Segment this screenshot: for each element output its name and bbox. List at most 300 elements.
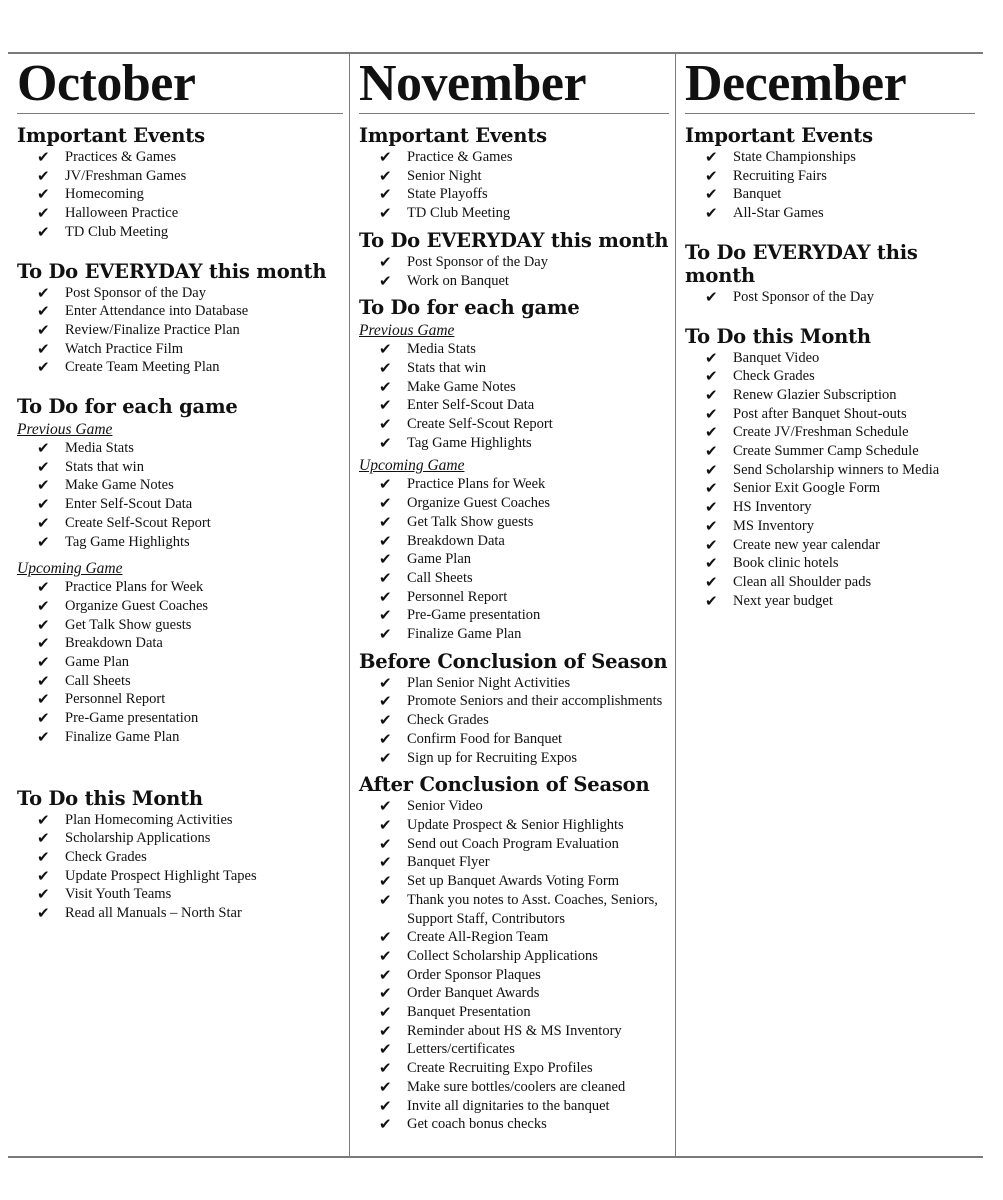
check-icon: ✔: [379, 494, 392, 513]
checklist-item-label: Next year budget: [733, 592, 833, 609]
check-icon: ✔: [705, 348, 718, 367]
check-icon: ✔: [379, 1096, 392, 1115]
checklist-item-label: Plan Senior Night Activities: [407, 674, 571, 691]
checklist-item: [359, 1078, 669, 1097]
check-icon: ✔: [379, 748, 392, 767]
check-icon: ✔: [705, 572, 718, 591]
check-icon: ✔: [37, 653, 50, 672]
checklist-item-label: Breakdown Data: [407, 532, 505, 549]
check-icon: ✔: [379, 797, 392, 816]
checklist: [359, 674, 669, 768]
check-icon: ✔: [705, 554, 718, 573]
checklist-item-label: Get coach bonus checks: [407, 1116, 547, 1133]
checklist-item-label: JV/Freshman Games: [65, 167, 187, 184]
checklist-item-label: Read all Manuals – North Star: [65, 905, 242, 922]
upcoming-game-label: Upcoming Game: [359, 457, 465, 475]
check-icon: ✔: [705, 166, 718, 185]
checklist: [359, 253, 669, 290]
checklist-item: [685, 554, 975, 573]
check-icon: ✔: [37, 476, 50, 495]
check-icon: ✔: [37, 495, 50, 514]
check-icon: ✔: [37, 222, 50, 241]
october-column: [17, 55, 343, 923]
checklist-item: [359, 167, 669, 186]
checklist-item: [359, 853, 669, 872]
checklist-item-label: Order Banquet Awards: [407, 985, 540, 1002]
check-icon: ✔: [37, 148, 50, 166]
check-icon: ✔: [705, 185, 718, 204]
checklist-item-label: Practice Plans for Week: [407, 476, 546, 493]
checklist-item: [17, 829, 343, 848]
checklist-item: [17, 148, 343, 167]
october-important-events: [17, 124, 343, 242]
checklist-item: [359, 891, 669, 928]
check-icon: ✔: [37, 727, 50, 746]
check-icon: ✔: [705, 404, 718, 423]
check-icon: ✔: [37, 904, 50, 923]
checklist-item-label: Thank you notes to Asst. Coaches, Seniors, Support Staff, Contributors: [407, 891, 658, 927]
checklist-item-label: HS Inventory: [733, 499, 812, 516]
checklist-item-label: Personnel Report: [407, 588, 508, 605]
checklist-item: [359, 928, 669, 947]
check-icon: ✔: [379, 340, 392, 359]
check-icon: ✔: [37, 829, 50, 848]
checklist-item: [17, 185, 343, 204]
check-icon: ✔: [379, 625, 392, 644]
checklist-item: [17, 533, 343, 552]
checklist-item-label: Organize Guest Coaches: [65, 597, 209, 614]
december-important-events: [685, 124, 975, 223]
check-icon: ✔: [37, 810, 50, 829]
checklist-item: [685, 204, 975, 223]
checklist-item-label: Finalize Game Plan: [65, 728, 180, 745]
checklist-item: [17, 672, 343, 691]
checklist-item-label: Enter Self-Scout Data: [407, 397, 535, 414]
check-icon: ✔: [705, 442, 718, 461]
check-icon: ✔: [705, 423, 718, 442]
check-icon: ✔: [705, 479, 718, 498]
checklist-item: [359, 947, 669, 966]
previous-game-label: Previous Game: [359, 322, 455, 340]
checklist-item-label: Update Prospect & Senior Highlights: [407, 816, 624, 833]
check-icon: ✔: [37, 166, 50, 185]
check-icon: ✔: [705, 591, 718, 610]
check-icon: ✔: [37, 596, 50, 615]
check-icon: ✔: [705, 498, 718, 517]
check-icon: ✔: [37, 671, 50, 690]
checklist-item: [685, 461, 975, 480]
checklist-item-label: Make sure bottles/coolers are cleaned: [407, 1078, 626, 1095]
check-icon: ✔: [37, 866, 50, 885]
month-title-november: November: [359, 58, 669, 114]
checklist-item-label: Enter Attendance into Database: [65, 303, 249, 320]
checklist: [17, 578, 343, 746]
checklist: [359, 340, 669, 452]
checklist-item: [685, 517, 975, 536]
check-icon: ✔: [379, 1077, 392, 1096]
checklist-item: [359, 434, 669, 453]
checklist-item: [359, 606, 669, 625]
checklist-item: [359, 359, 669, 378]
checklist-item-label: Create Recruiting Expo Profiles: [407, 1060, 593, 1077]
november-before-conclusion: [359, 650, 669, 768]
check-icon: ✔: [37, 320, 50, 339]
checklist: [17, 284, 343, 378]
checklist-item-label: Get Talk Show guests: [65, 616, 192, 633]
checklist-item: [17, 340, 343, 359]
checklist-item: [17, 653, 343, 672]
section-title: To Do EVERYDAY this month: [685, 240, 918, 287]
checklist: [17, 148, 343, 242]
section-title: To Do EVERYDAY this month: [17, 259, 327, 283]
checklist-item: [17, 709, 343, 728]
checklist-item-label: Renew Glazier Subscription: [733, 386, 897, 403]
checklist-item: [359, 272, 669, 291]
checklist-item: [359, 1040, 669, 1059]
checklist-item-label: Call Sheets: [65, 672, 131, 689]
checklist-item-label: Check Grades: [65, 848, 147, 865]
checklist-item-label: All-Star Games: [733, 205, 824, 222]
checklist-item-label: Stats that win: [65, 458, 144, 475]
checklist-item-label: Work on Banquet: [407, 272, 509, 289]
check-icon: ✔: [379, 475, 392, 494]
checklist-item-label: Breakdown Data: [65, 635, 163, 652]
checklist-item: [359, 1115, 669, 1134]
checklist-item: [17, 495, 343, 514]
checklist-item: [17, 578, 343, 597]
checklist-item: [359, 816, 669, 835]
checklist-item: [685, 386, 975, 405]
check-icon: ✔: [37, 358, 50, 377]
checklist-item: [359, 204, 669, 223]
check-icon: ✔: [379, 358, 392, 377]
month-title-december: December: [685, 58, 975, 114]
checklist-item: [359, 475, 669, 494]
checklist-item-label: Post Sponsor of the Day: [65, 284, 206, 301]
checklist: [17, 811, 343, 923]
checklist-item: [685, 349, 975, 368]
checklist-item: [359, 797, 669, 816]
check-icon: ✔: [379, 377, 392, 396]
checklist-item: [685, 405, 975, 424]
checklist-item: [359, 966, 669, 985]
checklist-item-label: Senior Exit Google Form: [733, 480, 881, 497]
checklist-item: [685, 442, 975, 461]
check-icon: ✔: [379, 1021, 392, 1040]
month-title-october: October: [17, 58, 343, 114]
check-icon: ✔: [379, 204, 392, 223]
check-icon: ✔: [379, 928, 392, 947]
checklist-item: [685, 498, 975, 517]
checklist: [359, 475, 669, 643]
october-each-game: [17, 395, 343, 747]
checklist-item: [359, 415, 669, 434]
checklist-item: [359, 340, 669, 359]
checklist-item: [359, 872, 669, 891]
check-icon: ✔: [37, 690, 50, 709]
checklist-item-label: Enter Self-Scout Data: [65, 496, 193, 513]
checklist-item-label: Personnel Report: [65, 691, 166, 708]
checklist-item-label: Invite all dignitaries to the banquet: [407, 1097, 610, 1114]
check-icon: ✔: [37, 709, 50, 728]
checklist-item-label: Create Team Meeting Plan: [65, 359, 220, 376]
section-title: To Do for each game: [17, 395, 238, 419]
check-icon: ✔: [379, 396, 392, 415]
check-icon: ✔: [37, 457, 50, 476]
checklist-item-label: Visit Youth Teams: [65, 886, 172, 903]
check-icon: ✔: [705, 460, 718, 479]
top-rule: [8, 52, 983, 54]
checklist-item: [359, 550, 669, 569]
checklist-item: [359, 1003, 669, 1022]
check-icon: ✔: [37, 847, 50, 866]
check-icon: ✔: [37, 532, 50, 551]
check-icon: ✔: [705, 535, 718, 554]
checklist-item-label: Finalize Game Plan: [407, 626, 522, 643]
check-icon: ✔: [705, 204, 718, 223]
checklist-item-label: Game Plan: [407, 551, 472, 568]
checklist-item: [359, 749, 669, 768]
column-divider-2: [675, 52, 676, 1157]
check-icon: ✔: [379, 1059, 392, 1078]
checklist-item-label: Halloween Practice: [65, 205, 179, 222]
check-icon: ✔: [705, 385, 718, 404]
checklist-item: [359, 1097, 669, 1116]
checklist-item-label: Call Sheets: [407, 569, 473, 586]
checklist-item: [685, 167, 975, 186]
november-each-game: [359, 296, 669, 644]
checklist-item: [359, 674, 669, 693]
check-icon: ✔: [379, 185, 392, 204]
check-icon: ✔: [379, 1003, 392, 1022]
december-everyday: [685, 241, 975, 307]
october-this-month: [17, 787, 343, 923]
checklist-item-label: Banquet Video: [733, 349, 820, 366]
check-icon: ✔: [379, 834, 392, 853]
november-important-events: [359, 124, 669, 223]
check-icon: ✔: [379, 568, 392, 587]
checklist-item-label: Pre-Game presentation: [407, 607, 541, 624]
checklist-item: [359, 835, 669, 854]
checklist: [685, 288, 975, 307]
section-title: To Do this Month: [17, 786, 203, 810]
check-icon: ✔: [379, 692, 392, 711]
checklist-item: [17, 811, 343, 830]
checklist-item-label: Plan Homecoming Activities: [65, 811, 233, 828]
checklist-item-label: Homecoming: [65, 186, 144, 203]
checklist-item-label: Create All-Region Team: [407, 929, 549, 946]
checklist-item-label: Create new year calendar: [733, 536, 880, 553]
checklist-item-label: Tag Game Highlights: [407, 434, 532, 451]
checklist-item: [359, 1059, 669, 1078]
checklist-item-label: Check Grades: [407, 712, 489, 729]
check-icon: ✔: [37, 885, 50, 904]
checklist-item: [685, 536, 975, 555]
check-icon: ✔: [37, 302, 50, 321]
checklist-item: [359, 692, 669, 711]
checklist-item-label: Organize Guest Coaches: [407, 495, 551, 512]
checklist-item: [17, 690, 343, 709]
check-icon: ✔: [705, 148, 718, 166]
checklist-item-label: State Playoffs: [407, 186, 488, 203]
checklist-item: [359, 984, 669, 1003]
checklist-item: [17, 321, 343, 340]
checklist-item-label: Check Grades: [733, 368, 815, 385]
checklist-item: [685, 367, 975, 386]
check-icon: ✔: [379, 711, 392, 730]
check-icon: ✔: [705, 516, 718, 535]
section-title: Important Events: [359, 124, 547, 147]
checklist-item-label: Sign up for Recruiting Expos: [407, 749, 577, 766]
check-icon: ✔: [379, 148, 392, 166]
checklist-item-label: Review/Finalize Practice Plan: [65, 321, 240, 338]
check-icon: ✔: [37, 339, 50, 358]
checklist-item: [359, 378, 669, 397]
checklist-item: [685, 288, 975, 307]
checklist-item: [359, 588, 669, 607]
checklist-item-label: Order Sponsor Plaques: [407, 966, 541, 983]
checklist-item-label: Watch Practice Film: [65, 340, 184, 357]
checklist-item-label: Send Scholarship winners to Media: [733, 461, 940, 478]
checklist: [685, 349, 975, 611]
checklist-item-label: Practices & Games: [65, 149, 177, 165]
checklist-item-label: Banquet Flyer: [407, 854, 490, 871]
checklist-item-label: Tag Game Highlights: [65, 533, 190, 550]
check-icon: ✔: [379, 606, 392, 625]
checklist-item: [685, 573, 975, 592]
checklist-item-label: Make Game Notes: [65, 477, 174, 494]
check-icon: ✔: [705, 367, 718, 386]
check-icon: ✔: [379, 415, 392, 434]
check-icon: ✔: [379, 965, 392, 984]
check-icon: ✔: [37, 185, 50, 204]
check-icon: ✔: [379, 1115, 392, 1134]
checklist-item: [359, 730, 669, 749]
checklist-item-label: Clean all Shoulder pads: [733, 573, 872, 590]
check-icon: ✔: [379, 984, 392, 1003]
checklist-item-label: Create Summer Camp Schedule: [733, 443, 919, 460]
checklist-item: [359, 532, 669, 551]
checklist-item-label: Recruiting Fairs: [733, 167, 827, 184]
checklist-item-label: Get Talk Show guests: [407, 513, 534, 530]
checklist-item-label: Create Self-Scout Report: [65, 514, 211, 531]
checklist-item-label: Scholarship Applications: [65, 830, 211, 847]
check-icon: ✔: [379, 815, 392, 834]
checklist-item: [17, 458, 343, 477]
checklist-item: [17, 885, 343, 904]
checklist-item-label: TD Club Meeting: [407, 205, 511, 222]
december-column: [685, 55, 975, 610]
november-after-conclusion: [359, 773, 669, 1134]
checklist-item: [359, 569, 669, 588]
checklist-item-label: Game Plan: [65, 654, 130, 671]
checklist-item-label: Set up Banquet Awards Voting Form: [407, 873, 620, 890]
checklist-item-label: Confirm Food for Banquet: [407, 730, 563, 747]
check-icon: ✔: [705, 287, 718, 306]
checklist-item-label: Letters/certificates: [407, 1041, 515, 1058]
check-icon: ✔: [379, 166, 392, 185]
checklist: [685, 148, 975, 223]
checklist-item: [17, 514, 343, 533]
checklist-item: [17, 204, 343, 223]
checklist-item-label: Stats that win: [407, 359, 486, 376]
checklist-item-label: Media Stats: [407, 341, 476, 358]
checklist-item: [359, 396, 669, 415]
check-icon: ✔: [379, 946, 392, 965]
check-icon: ✔: [37, 283, 50, 302]
checklist-item: [359, 494, 669, 513]
checklist-item: [685, 148, 975, 167]
checklist-item: [17, 904, 343, 923]
check-icon: ✔: [379, 673, 392, 692]
checklist-item: [359, 1022, 669, 1041]
previous-game-label: Previous Game: [17, 421, 113, 439]
checklist-item: [359, 513, 669, 532]
checklist-item-label: Create JV/Freshman Schedule: [733, 424, 909, 441]
checklist-item-label: Banquet: [733, 186, 782, 203]
checklist-item: [17, 302, 343, 321]
november-column: [359, 55, 669, 1134]
check-icon: ✔: [37, 634, 50, 653]
checklist: [359, 148, 669, 223]
checklist-item-label: Practice & Games: [407, 149, 513, 165]
checklist-item-label: Post after Banquet Shout-outs: [733, 405, 907, 422]
checklist-item-label: Promote Seniors and their accomplishments: [407, 693, 663, 710]
checklist-item: [359, 185, 669, 204]
checklist-item: [17, 439, 343, 458]
check-icon: ✔: [37, 513, 50, 532]
section-title: Important Events: [685, 124, 873, 147]
section-title: To Do for each game: [359, 296, 580, 320]
checklist-item-label: Media Stats: [65, 440, 134, 457]
checklist: [359, 797, 669, 1134]
checklist-item: [17, 358, 343, 377]
check-icon: ✔: [379, 1040, 392, 1059]
checklist-item-label: Senior Video: [407, 798, 483, 815]
checklist-item: [17, 728, 343, 747]
checklist-item: [685, 479, 975, 498]
check-icon: ✔: [37, 204, 50, 223]
checklist-item: [17, 223, 343, 242]
checklist-item-label: Reminder about HS & MS Inventory: [407, 1022, 622, 1039]
checklist-item: [685, 423, 975, 442]
checklist-item-label: Update Prospect Highlight Tapes: [65, 867, 257, 884]
checklist-item-label: Send out Coach Program Evaluation: [407, 835, 619, 852]
checklist-item-label: Make Game Notes: [407, 378, 516, 395]
checklist-item-label: Post Sponsor of the Day: [407, 253, 548, 270]
checklist-item-label: Create Self-Scout Report: [407, 416, 553, 433]
checklist-item: [17, 867, 343, 886]
checklist-item: [17, 634, 343, 653]
section-title: Important Events: [17, 124, 205, 147]
checklist-item-label: MS Inventory: [733, 517, 814, 534]
check-icon: ✔: [37, 578, 50, 597]
check-icon: ✔: [37, 615, 50, 634]
checklist-item-label: Senior Night: [407, 167, 482, 184]
check-icon: ✔: [379, 550, 392, 569]
check-icon: ✔: [37, 439, 50, 458]
checklist-item: [17, 616, 343, 635]
october-everyday: [17, 260, 343, 378]
checklist-item: [359, 625, 669, 644]
check-icon: ✔: [379, 890, 392, 909]
december-this-month: [685, 325, 975, 611]
check-icon: ✔: [379, 872, 392, 891]
check-icon: ✔: [379, 531, 392, 550]
check-icon: ✔: [379, 729, 392, 748]
section-title: Before Conclusion of Season: [359, 649, 668, 673]
checklist-item: [359, 711, 669, 730]
